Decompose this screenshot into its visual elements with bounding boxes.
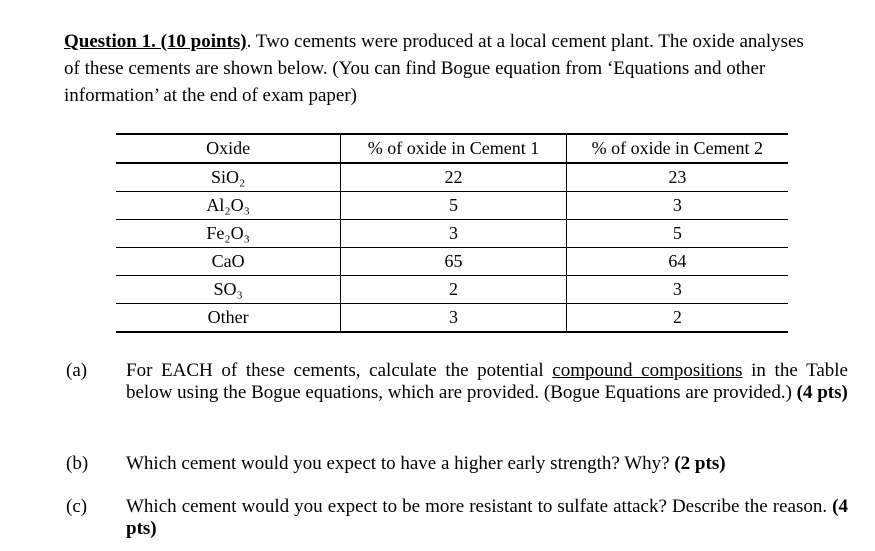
- question-intro: [64, 28, 824, 109]
- cement-1-cell: 2: [341, 276, 566, 304]
- col-header-oxide: Oxide: [116, 134, 341, 163]
- oxide-cell: Other: [116, 304, 341, 333]
- cement-1-cell: 3: [341, 304, 566, 333]
- cement-2-cell: 2: [566, 304, 788, 333]
- part-b-points: (2 pts): [674, 453, 726, 474]
- question-heading: Question 1. (10 points): [64, 31, 247, 52]
- part-b-label: (b): [66, 453, 89, 474]
- cement-1-cell: 5: [341, 192, 566, 220]
- part-a-text-before: For EACH of these cements, calculate the potential: [126, 360, 553, 381]
- part-c-label: (c): [66, 496, 88, 517]
- part-b-text: Which cement would you expect to have a higher early strength? Why?: [126, 453, 675, 474]
- col-header-cement-1: % of oxide in Cement 1: [341, 134, 566, 163]
- oxide-cell: SO₃: [116, 276, 341, 304]
- table-row: [116, 304, 788, 333]
- table-header-row: [116, 134, 788, 163]
- table-row: [116, 248, 788, 276]
- oxide-cell: CaO: [116, 248, 341, 276]
- cement-2-cell: 5: [566, 220, 788, 248]
- cement-2-cell: 64: [566, 248, 788, 276]
- cement-2-cell: 3: [566, 276, 788, 304]
- table-row: [116, 192, 788, 220]
- table-row: [116, 220, 788, 248]
- part-a: [66, 360, 848, 404]
- part-c-text: Which cement would you expect to be more resistant to sulfate attack? Describe the reason.: [126, 496, 833, 517]
- oxide-cell: Al₂O₃: [116, 192, 341, 220]
- cement-1-cell: 65: [341, 248, 566, 276]
- cement-2-cell: 23: [566, 163, 788, 192]
- table-row: [116, 163, 788, 192]
- table-row: [116, 276, 788, 304]
- oxide-table: [116, 133, 788, 333]
- part-a-points: (4 pts): [796, 382, 848, 403]
- part-b: [66, 453, 848, 475]
- oxide-cell: Fe₂O₃: [116, 220, 341, 248]
- cement-2-cell: 3: [566, 192, 788, 220]
- cement-1-cell: 3: [341, 220, 566, 248]
- part-c: [66, 496, 848, 540]
- question-intro-text: . Two cements were produced at a local cement plant. The oxide analyses of these cements are shown below. (You can find Bogue equation from ‘Equations and other information’ at the end of exam paper): [64, 31, 804, 106]
- part-c-points: (4 pts): [126, 496, 848, 539]
- part-a-label: (a): [66, 360, 88, 381]
- part-a-text-after: in the Table below using the Bogue equations, which are provided. (Bogue Equations are provided.): [126, 360, 848, 403]
- col-header-cement-2: % of oxide in Cement 2: [566, 134, 788, 163]
- part-a-underlined-term: compound compositions: [552, 360, 743, 381]
- cement-1-cell: 22: [341, 163, 566, 192]
- oxide-cell: SiO₂: [116, 163, 341, 192]
